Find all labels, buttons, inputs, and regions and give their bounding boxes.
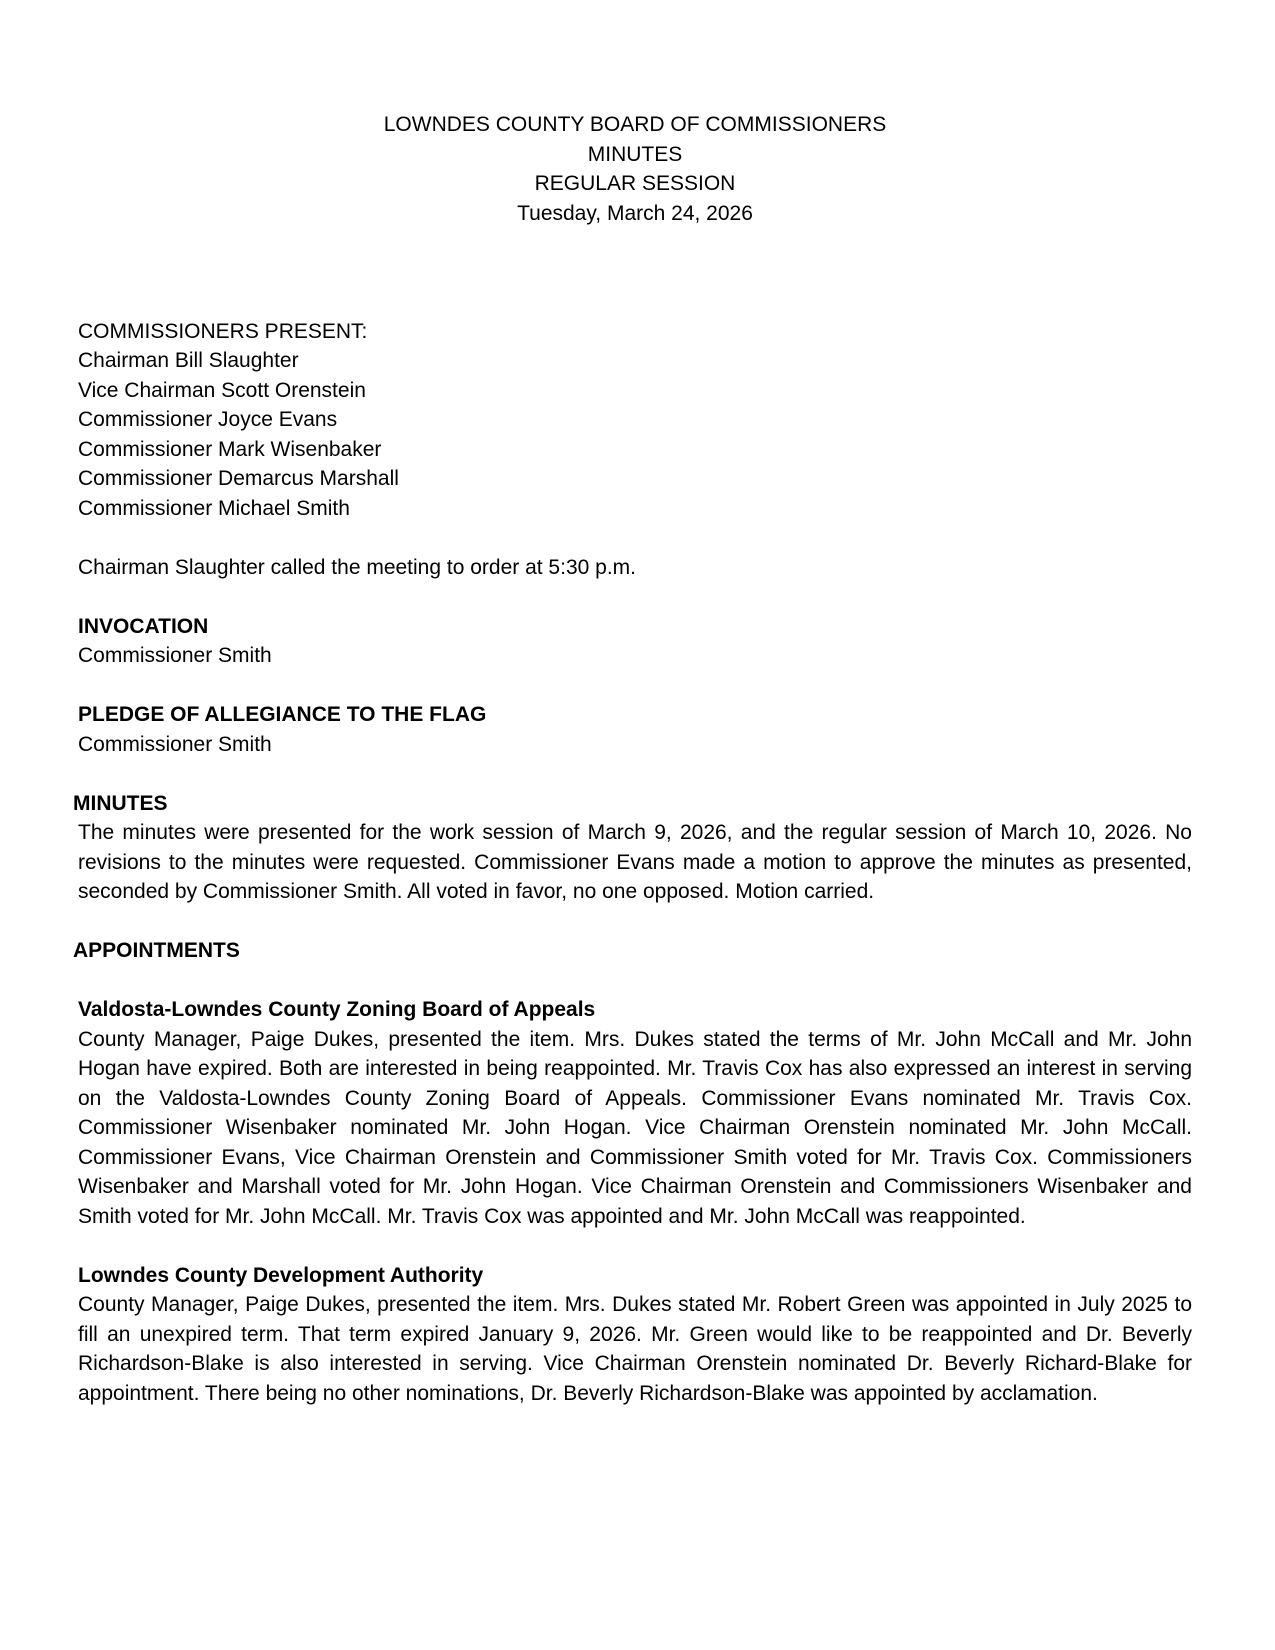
- appointment-item-title: Lowndes County Development Authority: [78, 1263, 484, 1287]
- appointments-heading: APPOINTMENTS: [73, 939, 240, 962]
- appointment-item-title: Valdosta-Lowndes County Zoning Board of Appeals: [78, 998, 596, 1021]
- attendance-member: Vice Chairman Scott Orenstein: [78, 378, 366, 402]
- pledge-heading: PLEDGE OF ALLEGIANCE TO THE FLAG: [78, 703, 487, 726]
- document-title: LOWNDES COUNTY BOARD OF COMMISSIONERS: [383, 113, 887, 136]
- appointments-section: [73, 936, 1192, 1408]
- minutes-section: [73, 789, 1192, 907]
- appointment-item: [78, 995, 1192, 1231]
- document-date: Tuesday, March 24, 2026: [517, 201, 753, 225]
- attendance-member: Commissioner Mark Wisenbaker: [78, 437, 382, 461]
- minutes-heading: MINUTES: [73, 791, 168, 815]
- attendance-member: Commissioner Michael Smith: [78, 496, 350, 520]
- attendance-member: Commissioner Demarcus Marshall: [78, 467, 399, 490]
- document-subtitle-minutes: MINUTES: [587, 142, 683, 166]
- pledge-presenter: Commissioner Smith: [78, 732, 272, 756]
- attendance-heading: COMMISSIONERS PRESENT:: [78, 319, 368, 343]
- attendance-member: Commissioner Joyce Evans: [78, 408, 338, 431]
- call-to-order: Chairman Slaughter called the meeting to order at 5:30 p.m.: [78, 555, 636, 579]
- appointment-item-paragraph: County Manager, Paige Dukes, presented the item. Mrs. Dukes stated the terms of Mr. John McCall and Mr. John Hogan have expired. Both are interested in being reappointed. Mr. Travis Cox has also expressed an interest in serving on the Valdosta-Lowndes County Zoning Board of Appeals. Commissioner Evans nominated Mr. Travis Cox. Commissioner Wisenbaker nominated Mr. John Hogan. Vice Chairman Orenstein nominated Mr. John McCall. Commissioner Evans, Vice Chairman Orenstein and Commissioner Smith voted for Mr. Travis Cox. Commissioners Wisenbaker and Marshall voted for Mr. John Hogan. Vice Chairman Orenstein and Commissioners Wisenbaker and Smith voted for Mr. John McCall. Mr. Travis Cox was appointed and Mr. John McCall was reappointed.: [78, 1027, 1192, 1228]
- attendance-member: Chairman Bill Slaughter: [78, 349, 299, 372]
- minutes-paragraph: The minutes were presented for the work session of March 9, 2026, and the regular session of March 10, 2026. No revisions to the minutes were requested. Commissioner Evans made a motion to approve the minutes as presented, seconded by Commissioner Smith. All voted in favor, no one opposed. Motion carried.: [78, 821, 1192, 903]
- appointment-item: [78, 1261, 1192, 1409]
- invocation-heading: INVOCATION: [78, 614, 209, 638]
- attendance-section: [78, 317, 1192, 524]
- document-subtitle-session: REGULAR SESSION: [534, 172, 736, 195]
- invocation-section: [78, 612, 1192, 671]
- invocation-presenter: Commissioner Smith: [78, 644, 272, 667]
- document-title-block: [78, 110, 1192, 228]
- appointment-item-paragraph: County Manager, Paige Dukes, presented the item. Mrs. Dukes stated Mr. Robert Green was appointed in July 2025 to fill an unexpired term. That term expired January 9, 2026. Mr. Green would like to be reappointed and Dr. Beverly Richardson-Blake is also interested in serving. Vice Chairman Orenstein nominated Dr. Beverly Richard-Blake for appointment. There being no other nominations, Dr. Beverly Richardson-Blake was appointed by acclamation.: [78, 1293, 1192, 1405]
- pledge-section: [78, 700, 1192, 759]
